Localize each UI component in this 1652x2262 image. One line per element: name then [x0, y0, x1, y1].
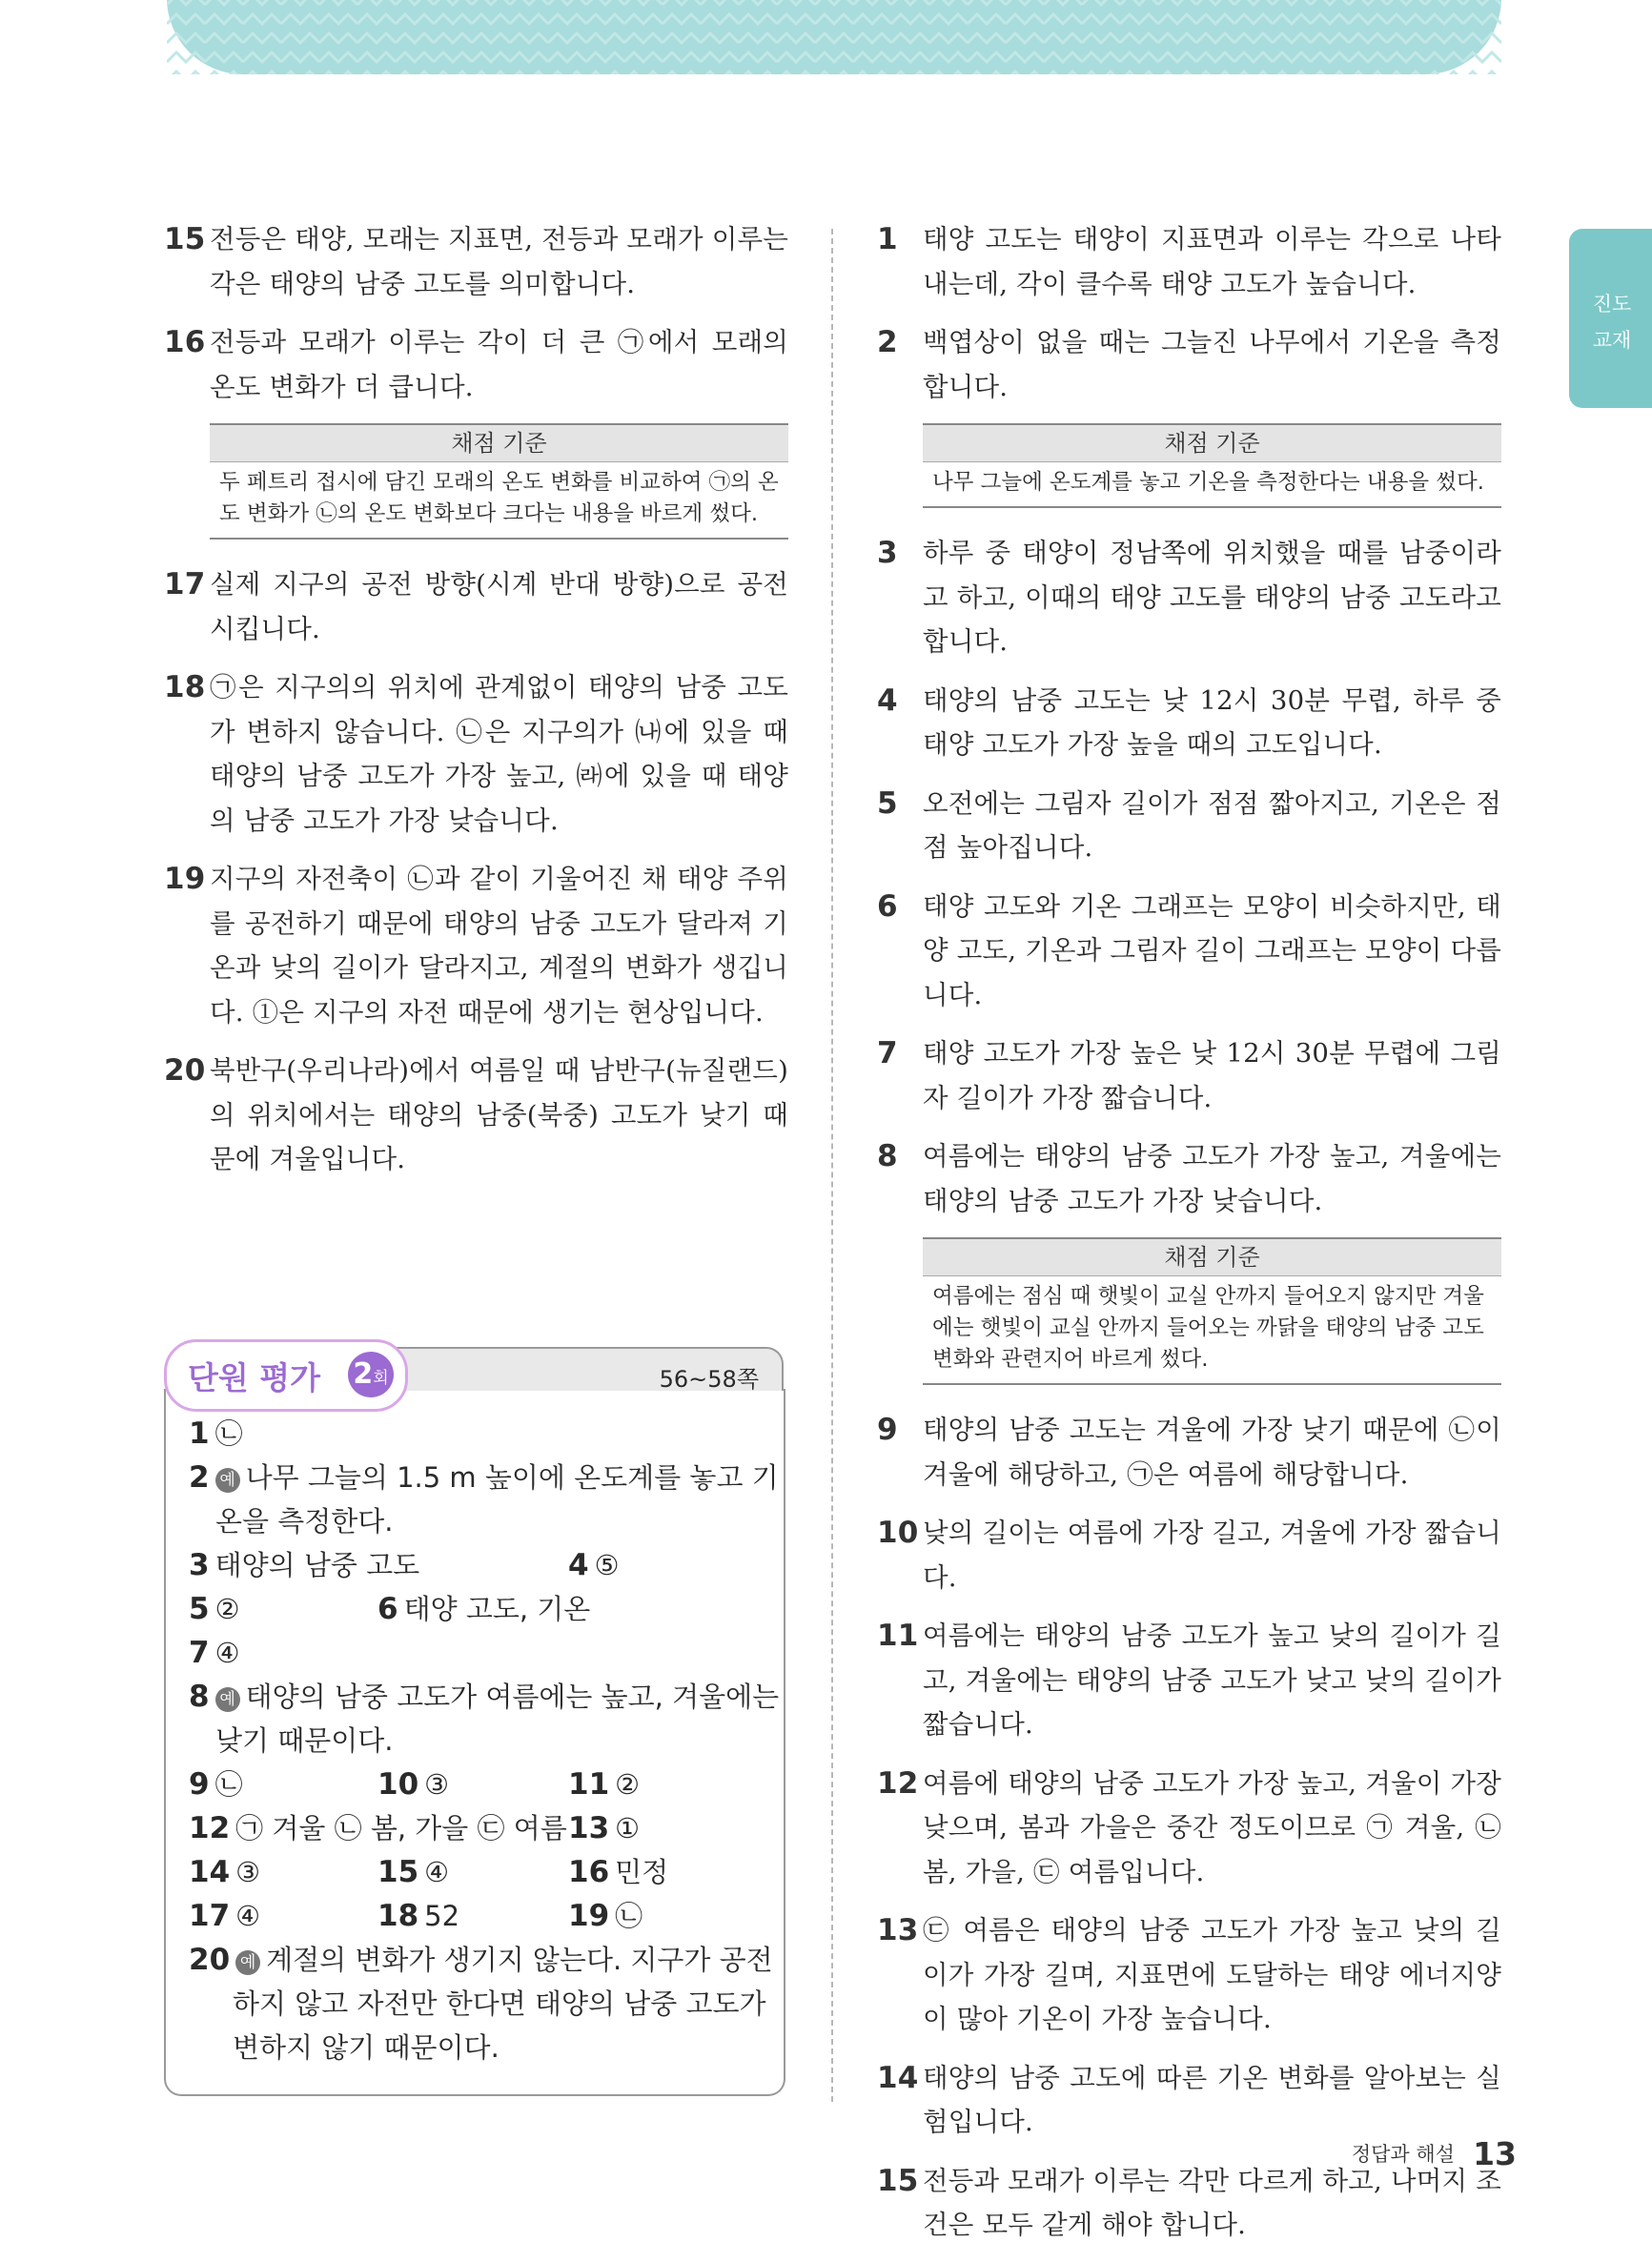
- item-number: 15: [877, 2163, 919, 2198]
- answer-item: [164, 217, 788, 306]
- answer-item: [877, 2056, 1501, 2145]
- item-number: 6: [877, 888, 898, 924]
- item-text: 실제 지구의 공전 방향(시계 반대 방향)으로 공전시킵니다.: [210, 569, 788, 644]
- unit-round-badge: [348, 1352, 394, 1397]
- round-number: 2: [353, 1357, 374, 1391]
- side-tab: [1569, 229, 1652, 408]
- answer-item: [877, 531, 1501, 664]
- item-number: 11: [877, 1619, 919, 1653]
- grading-body: 두 페트리 접시에 담긴 모래의 온도 변화를 비교하여 ㉠의 온도 변화가 ㉡의 온도 변화보다 크다는 내용을 바르게 썼다.: [210, 461, 788, 540]
- item-number: 8: [877, 1139, 898, 1173]
- answer-8-cont: 낮기 때문이다.: [215, 1724, 394, 1757]
- answer-item: [877, 320, 1501, 409]
- answer-item: [877, 885, 1501, 1018]
- answer-7: 7 ④: [189, 1636, 240, 1670]
- item-text: 전등은 태양, 모래는 지표면, 전등과 모래가 이루는 각은 태양의 남중 고도를 의미합니다.: [210, 224, 788, 299]
- side-tab-line2: 교재: [1592, 329, 1632, 352]
- item-text: 전등과 모래가 이루는 각이 더 큰 ㉠에서 모래의 온도 변화가 더 큽니다.: [210, 327, 788, 402]
- answer-item: [877, 1408, 1501, 1497]
- item-number: 13: [877, 1913, 919, 1947]
- example-mark: 예: [215, 1468, 240, 1493]
- answer-20-cont: 변하지 않기 때문이다.: [233, 2031, 500, 2064]
- answer-item: [877, 1762, 1501, 1895]
- answer-19: 19 ㉡: [568, 1899, 643, 1933]
- item-number: 10: [877, 1516, 919, 1550]
- grading-head: 채점 기준: [210, 423, 788, 461]
- answer-5: 5 ②: [189, 1592, 240, 1626]
- item-number: 3: [877, 536, 898, 570]
- item-number: 7: [877, 1036, 898, 1070]
- answer-12: 12 ㉠ 겨울 ㉡ 봄, 가을 ㉢ 여름: [189, 1811, 567, 1845]
- answer-13: 13 ①: [568, 1811, 641, 1845]
- item-text: 백엽상이 없을 때는 그늘진 나무에서 기온을 측정합니다.: [923, 327, 1501, 402]
- round-suffix: 회: [373, 1369, 389, 1388]
- answer-20-cont: 하지 않고 자전만 한다면 태양의 남중 고도가: [233, 1987, 766, 2020]
- item-number: 20: [164, 1053, 206, 1088]
- item-number: 1: [877, 222, 898, 256]
- item-text: 지구의 자전축이 ㉡과 같이 기울어진 채 태양 주위를 공전하기 때문에 태양의 남중 고도가 달라져 기온과 낮의 길이가 달라지고, 계절의 변화가 생깁니다. ①은 지구의 자전 때문에 생기는 현상입니다.: [210, 864, 788, 1028]
- item-text: ㉠은 지구의의 위치에 관계없이 태양의 남중 고도가 변하지 않습니다. ㉡은 지구의가 ㈏에 있을 때 태양의 남중 고도가 가장 높고, ㈑에 있을 때 태양의 남중 고도가 가장 낮습니다.: [210, 672, 788, 836]
- grading-body: 여름에는 점심 때 햇빛이 교실 안까지 들어오지 않지만 겨울에는 햇빛이 교실 안까지 들어오는 까닭을 태양의 남중 고도 변화와 관련지어 바르게 썼다.: [923, 1275, 1501, 1385]
- item-number: 17: [164, 567, 206, 601]
- item-number: 12: [877, 1765, 919, 1801]
- item-text: ㉢ 여름은 태양의 남중 고도가 가장 높고 낮의 길이가 가장 길며, 지표면에 도달하는 태양 에너지양이 많아 기온이 가장 높습니다.: [923, 1915, 1501, 2034]
- grading-box: [210, 423, 788, 540]
- answer-item: [877, 679, 1501, 767]
- item-text: 태양의 남중 고도에 따른 기온 변화를 알아보는 실험입니다.: [923, 2062, 1501, 2137]
- answer-4: 4 ⑤: [568, 1548, 620, 1582]
- right-column: [877, 217, 1501, 2262]
- answer-item: [164, 1049, 788, 1182]
- answer-2-cont: 온을 측정한다.: [215, 1505, 394, 1538]
- item-text: 태양 고도가 가장 높은 낮 12시 30분 무렵에 그림자 길이가 가장 짧습니다.: [923, 1038, 1501, 1113]
- unit-badge: [164, 1339, 408, 1412]
- answer-11: 11 ②: [568, 1767, 641, 1802]
- item-number: 15: [164, 222, 206, 256]
- answer-item: [164, 857, 788, 1034]
- item-number: 5: [877, 785, 898, 821]
- left-column: [164, 217, 788, 1196]
- answer-item: [877, 1908, 1501, 2042]
- answer-17: 17 ④: [189, 1899, 261, 1933]
- answer-item: [877, 1134, 1501, 1223]
- item-number: 9: [877, 1413, 898, 1447]
- grading-box: [923, 423, 1501, 508]
- item-text: 하루 중 태양이 정남쪽에 위치했을 때를 남중이라고 하고, 이때의 태양 고도를 태양의 남중 고도라고 합니다.: [923, 538, 1501, 657]
- item-text: 북반구(우리나라)에서 여름일 때 남반구(뉴질랜드)의 위치에서는 태양의 남중(북중) 고도가 낮기 때문에 겨울입니다.: [210, 1055, 788, 1174]
- answer-2: 2 예 나무 그늘의 1.5 m 높이에 온도계를 놓고 기: [189, 1460, 779, 1495]
- answer-16: 16 민정: [568, 1855, 669, 1889]
- zigzag-pattern: [167, 0, 1501, 74]
- item-number: 2: [877, 325, 898, 359]
- top-banner: [167, 0, 1501, 74]
- answer-item: [877, 782, 1501, 870]
- item-text: 태양의 남중 고도는 겨울에 가장 낮기 때문에 ㉡이 겨울에 해당하고, ㉠은 여름에 해당합니다.: [923, 1415, 1501, 1490]
- grading-head: 채점 기준: [923, 423, 1501, 461]
- side-tab-line1: 진도: [1592, 293, 1632, 316]
- item-text: 전등과 모래가 이루는 각만 다르게 하고, 나머지 조건은 모두 같게 해야 합니다.: [923, 2165, 1501, 2240]
- answer-item: [877, 217, 1501, 306]
- item-number: 18: [164, 670, 206, 704]
- answer-10: 10 ③: [377, 1767, 450, 1802]
- page-footer: [1352, 2135, 1517, 2172]
- example-mark: 예: [235, 1950, 260, 1975]
- grading-box: [923, 1237, 1501, 1385]
- answer-3: 3 태양의 남중 고도: [189, 1548, 420, 1582]
- answer-item: [164, 562, 788, 651]
- item-number: 14: [877, 2060, 919, 2095]
- answer-item: [164, 320, 788, 409]
- item-text: 태양 고도와 기온 그래프는 모양이 비슷하지만, 태양 고도, 기온과 그림자 길이 그래프는 모양이 다릅니다.: [923, 890, 1501, 1010]
- answer-1: 1 ㉡: [189, 1416, 243, 1451]
- answer-14: 14 ③: [189, 1855, 261, 1889]
- answer-9: 9 ㉡: [189, 1767, 243, 1802]
- page-number: 13: [1473, 2135, 1517, 2172]
- item-number: 4: [877, 683, 898, 718]
- item-text: 오전에는 그림자 길이가 점점 짧아지고, 기온은 점점 높아집니다.: [923, 787, 1501, 863]
- unit-evaluation-box: [164, 1339, 785, 2100]
- item-number: 16: [164, 325, 206, 359]
- answer-20: 20 예 계절의 변화가 생기지 않는다. 지구가 공전: [189, 1943, 773, 1977]
- item-text: 태양의 남중 고도는 낮 12시 30분 무렵, 하루 중 태양 고도가 가장 높을 때의 고도입니다.: [923, 684, 1501, 760]
- item-text: 여름에 태양의 남중 고도가 가장 높고, 겨울이 가장 낮으며, 봄과 가을은 중간 정도이므로 ㉠ 겨울, ㉡ 봄, 가을, ㉢ 여름입니다.: [923, 1767, 1501, 1887]
- unit-pages: 56~58쪽: [659, 1366, 759, 1393]
- answer-item: [877, 1614, 1501, 1747]
- grading-body: 나무 그늘에 온도계를 놓고 기온을 측정한다는 내용을 썼다.: [923, 461, 1501, 508]
- item-number: 19: [164, 862, 206, 896]
- item-text: 여름에는 태양의 남중 고도가 가장 높고, 겨울에는 태양의 남중 고도가 가장 낮습니다.: [923, 1141, 1501, 1216]
- column-divider: [831, 229, 833, 2102]
- grading-head: 채점 기준: [923, 1237, 1501, 1275]
- answer-item: [877, 1511, 1501, 1600]
- answer-8: 8 예 태양의 남중 고도가 여름에는 높고, 겨울에는: [189, 1680, 780, 1714]
- example-mark: 예: [215, 1687, 240, 1712]
- item-text: 여름에는 태양의 남중 고도가 높고 낮의 길이가 길고, 겨울에는 태양의 남중 고도가 낮고 낮의 길이가 짧습니다.: [923, 1620, 1501, 1740]
- footer-label: 정답과 해설: [1351, 2143, 1455, 2166]
- unit-title: 단원 평가: [188, 1359, 321, 1396]
- item-text: 낮의 길이는 여름에 가장 길고, 겨울에 가장 짧습니다.: [923, 1518, 1501, 1593]
- answer-15: 15 ④: [377, 1855, 450, 1889]
- answer-18: 18 52: [377, 1899, 460, 1933]
- item-text: 태양 고도는 태양이 지표면과 이루는 각으로 나타내는데, 각이 클수록 태양 고도가 높습니다.: [923, 224, 1501, 299]
- answer-item: [164, 665, 788, 843]
- answer-6: 6 태양 고도, 기온: [377, 1592, 591, 1626]
- answer-item: [877, 1031, 1501, 1120]
